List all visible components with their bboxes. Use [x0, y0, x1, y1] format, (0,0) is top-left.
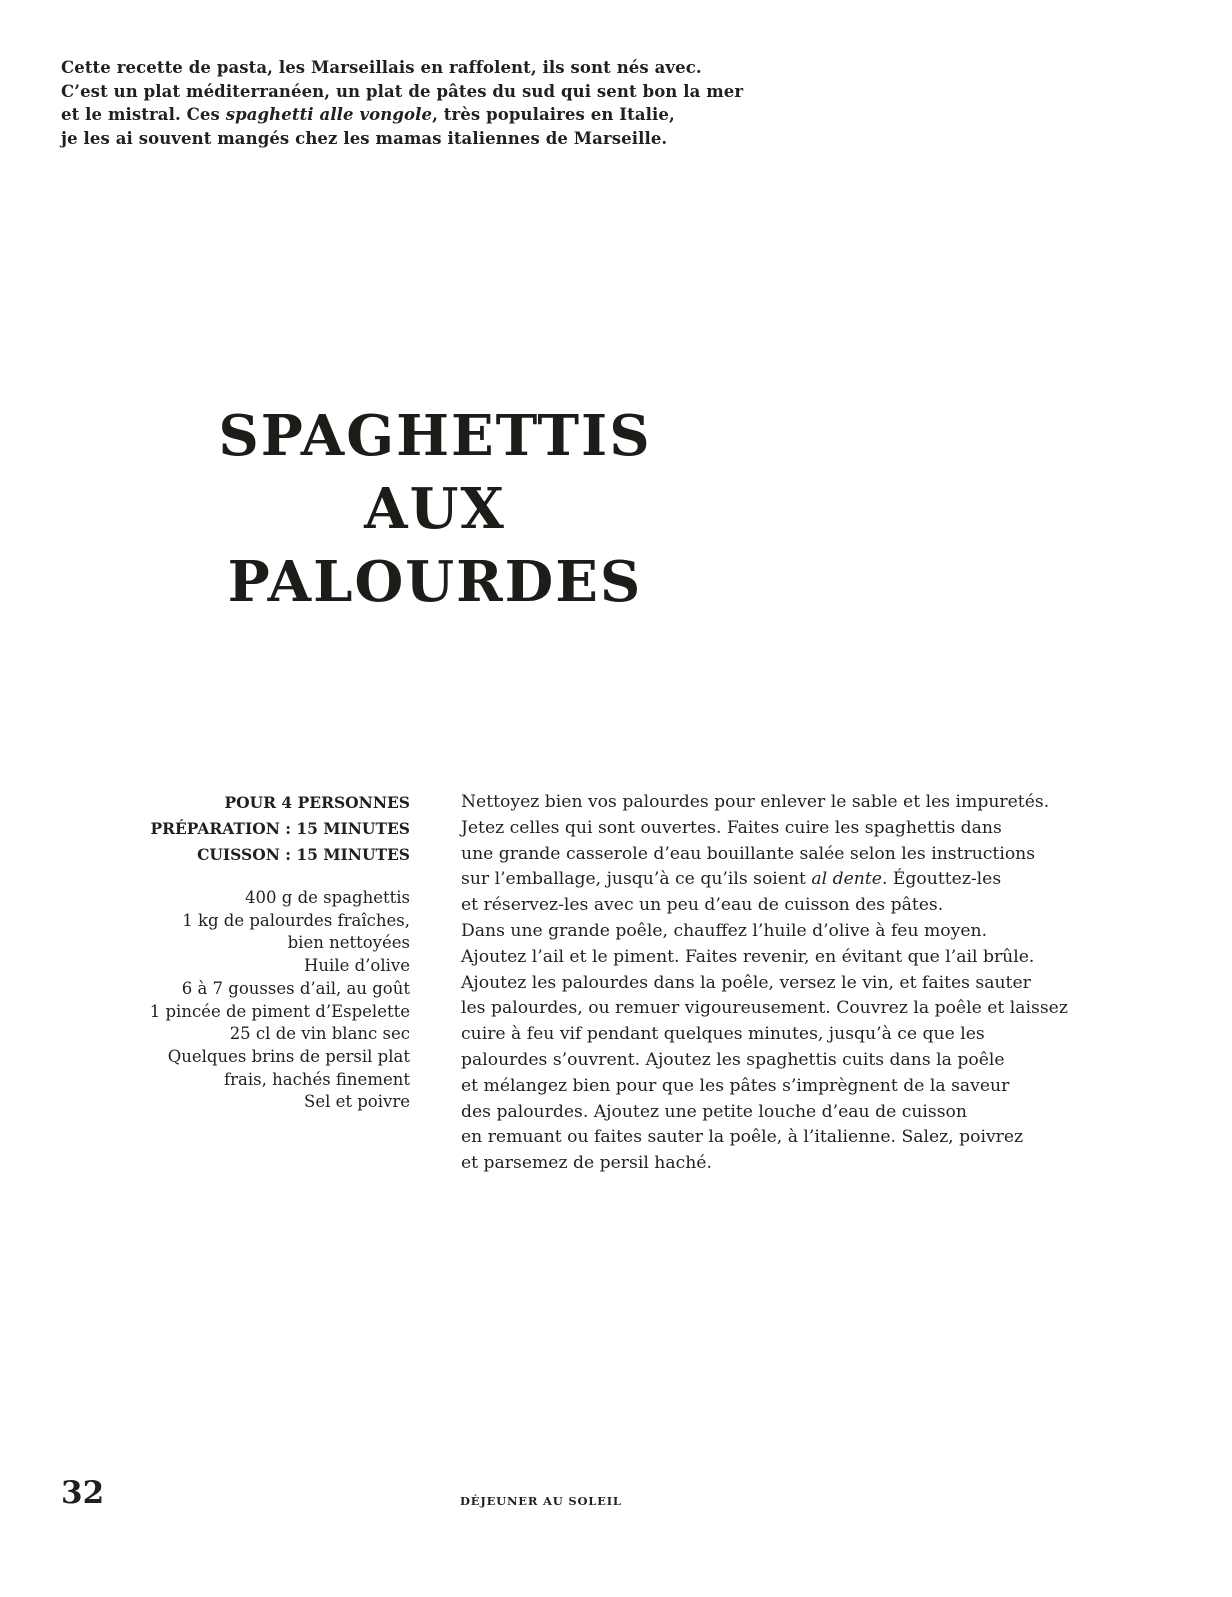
ingredient-item: 6 à 7 gousses d’ail, au goût	[181, 978, 410, 998]
method-line: les palourdes, ou remuer vigoureusement. Couvrez la poêle et laissez	[461, 998, 1068, 1019]
method-line: Ajoutez l’ail et le piment. Faites revenir, en évitant que l’ail brûle.	[461, 946, 1035, 967]
method-line: Jetez celles qui sont ouvertes. Faites cuire les spaghettis dans	[461, 817, 1002, 838]
intro-line: je les ai souvent mangés chez les mamas italiennes de Marseille.	[61, 128, 668, 148]
method-line: et parsemez de persil haché.	[461, 1153, 712, 1174]
running-title: DÉJEUNER AU SOLEIL	[460, 1494, 622, 1508]
method-line	[461, 867, 1161, 893]
method-line: en remuant ou faites sauter la poêle, à l’italienne. Salez, poivrez	[461, 1127, 1024, 1148]
recipe-meta	[100, 790, 410, 868]
page-number: 32	[61, 1475, 105, 1511]
intro-paragraph	[61, 56, 821, 150]
ingredient-item: Huile d’olive	[304, 956, 410, 976]
ingredient-item: frais, hachés finement	[224, 1069, 410, 1089]
preparation-time-label: PRÉPARATION : 15 MINUTES	[150, 819, 410, 838]
ingredient-item: bien nettoyées	[287, 933, 410, 953]
ingredient-item: 25 cl de vin blanc sec	[229, 1024, 410, 1044]
cooking-time-label: CUISSON : 15 MINUTES	[197, 845, 410, 864]
intro-line: C’est un plat méditerranéen, un plat de pâtes du sud qui sent bon la mer	[61, 81, 744, 101]
recipe-title-line: SPAGHETTIS	[218, 403, 652, 469]
recipe-title-line: PALOURDES	[227, 549, 643, 615]
ingredient-item: 1 kg de palourdes fraîches,	[182, 910, 410, 930]
recipe-title	[200, 400, 670, 619]
method-text: . Égouttez-les	[881, 869, 1002, 890]
method-line: Dans une grande poêle, chauffez l’huile d’olive à feu moyen.	[461, 920, 988, 941]
ingredient-item: 1 pincée de piment d’Espelette	[149, 1001, 410, 1021]
ingredient-item: Quelques brins de persil plat	[167, 1046, 410, 1066]
method-line: des palourdes. Ajoutez une petite louche d’eau de cuisson	[461, 1101, 967, 1122]
method-text: sur l’emballage, jusqu’à ce qu’ils soient	[461, 869, 812, 890]
method-italic-text: al dente	[811, 869, 882, 890]
method-line: Ajoutez les palourdes dans la poêle, versez le vin, et faites sauter	[461, 972, 1031, 993]
intro-text: et le mistral. Ces	[61, 105, 226, 124]
ingredient-item: Sel et poivre	[304, 1092, 410, 1112]
method-line: Nettoyez bien vos palourdes pour enlever le sable et les impuretés.	[461, 792, 1050, 812]
intro-text: , très populaires en Italie,	[432, 105, 675, 124]
intro-line: Cette recette de pasta, les Marseillais en raffolent, ils sont nés avec.	[61, 58, 702, 77]
ingredient-item: 400 g de spaghettis	[245, 888, 410, 907]
intro-italic-text: spaghetti alle vongole	[225, 105, 433, 124]
method-line: palourdes s’ouvrent. Ajoutez les spaghettis cuits dans la poêle	[461, 1049, 1005, 1070]
servings-label: POUR 4 PERSONNES	[224, 793, 410, 812]
method-line: une grande casserole d’eau bouillante salée selon les instructions	[461, 843, 1036, 864]
method-line: et réservez-les avec un peu d’eau de cuisson des pâtes.	[461, 895, 944, 916]
method-line: cuire à feu vif pendant quelques minutes, jusqu’à ce que les	[461, 1024, 985, 1045]
recipe-title-line: AUX	[364, 476, 506, 542]
intro-line	[61, 103, 821, 127]
method-line: et mélangez bien pour que les pâtes s’imprègnent de la saveur	[461, 1075, 1010, 1096]
method-paragraph	[461, 790, 1161, 1177]
ingredients-list	[60, 887, 410, 1114]
